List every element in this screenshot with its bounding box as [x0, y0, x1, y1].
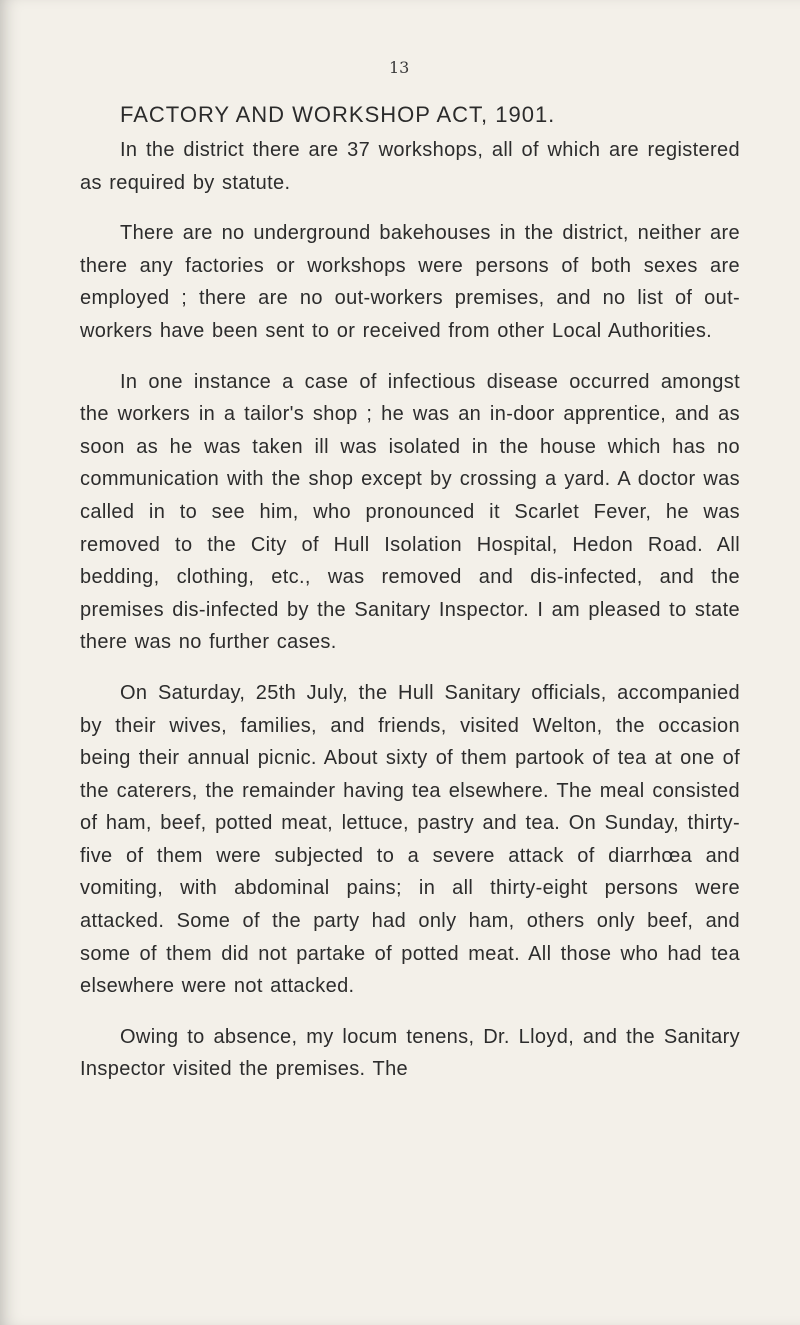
paragraph-infectious-disease: In one instance a case of infectious disease occurred amongst the workers in a tailor's shop ; he was an in-door apprentice, and as soon as he was taken ill was isolated in the house which has no communication with the shop except by crossing a yard. A doctor was called in to see him, who pronounced it Scarlet Fever, he was removed to the City of Hull Isolation Hospital, Hedon Road. All bedding, clothing, etc., was removed and dis-infected, and the premises dis-infected by the Sanitary Inspector. I am pleased to state there was no further cases.	[80, 370, 740, 654]
body-text	[80, 134, 740, 1086]
paragraph-bakehouses: There are no underground bakehouses in the district, neither are there any factories or workshops were persons of both sexes are employed ; there are no out-workers premises, and no list of out-workers have been sent to or received from other Local Authorities.	[80, 222, 740, 342]
paragraph-inspection: Owing to absence, my locum tenens, Dr. Lloyd, and the Sanitary Inspector visited the premises. The	[80, 1025, 740, 1081]
paragraph-picnic: On Saturday, 25th July, the Hull Sanitary officials, accompanied by their wives, families, and friends, visited Welton, the occasion being their annual picnic. About sixty of them partook of tea at one of the caterers, the remainder having tea elsewhere. The meal consisted of ham, beef, potted meat, lettuce, pastry and tea. On Sunday, thirty-five of them were subjected to a severe attack of diarrhœa and vomiting, with abdominal pains; in all thirty-eight persons were attacked. Some of the party had only ham, others only beef, and some of them did not partake of potted meat. All those who had tea elsewhere were not attacked.	[80, 681, 740, 998]
page-number: 13	[389, 58, 410, 77]
section-title: FACTORY AND WORKSHOP ACT, 1901.	[120, 102, 556, 127]
paragraph-workshops: In the district there are 37 workshops, all of which are registered as required by statute.	[80, 139, 740, 194]
